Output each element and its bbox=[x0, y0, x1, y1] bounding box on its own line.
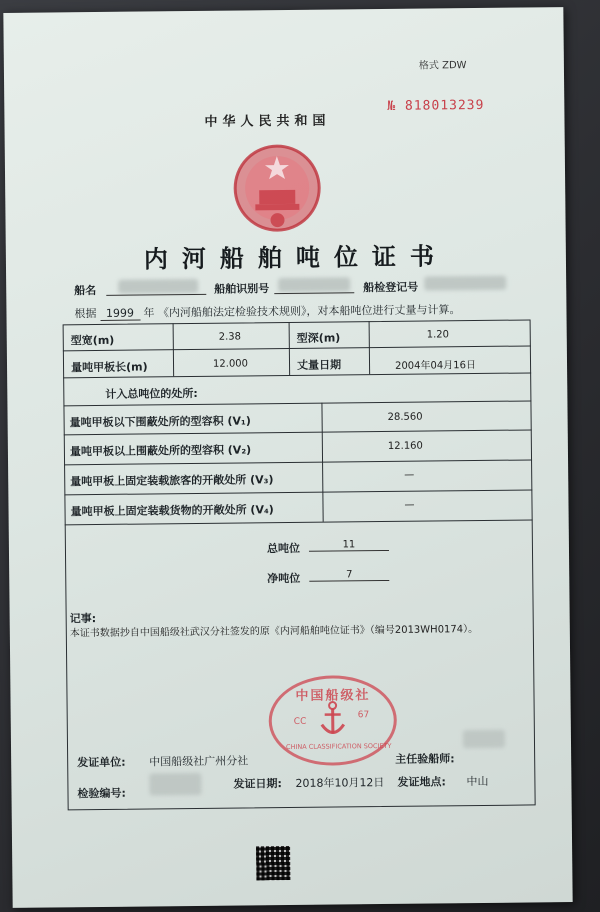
basis-regulation: 《内河船舶法定检验技术规则》 bbox=[157, 304, 307, 320]
stamp-right-code: 67 bbox=[357, 710, 370, 721]
remarks-text: 本证书数据抄自中国船级社武汉分社签发的原《内河船舶吨位证书》（编号2013WH0174）。 bbox=[69, 624, 479, 640]
ship-reg-redacted bbox=[424, 276, 506, 291]
depth-label: 型深(m) bbox=[296, 331, 341, 345]
issuer-value: 中国船级社广州分社 bbox=[149, 754, 249, 769]
space-row-value: 28.560 bbox=[387, 411, 423, 423]
space-row-value: — bbox=[404, 469, 415, 481]
format-code: 格式 ZDW bbox=[418, 60, 467, 72]
stamp-bottom-text: CHINA CLASSIFICATION SOCIETY bbox=[285, 741, 392, 752]
ship-name-redacted bbox=[118, 279, 198, 294]
inspection-no-redacted bbox=[149, 773, 201, 796]
issue-date-label: 发证日期: bbox=[233, 777, 282, 791]
issue-date-value: 2018年10月12日 bbox=[295, 776, 385, 790]
gross-tonnage-label: 总吨位 bbox=[266, 541, 301, 556]
inspector-label: 主任验船师: bbox=[395, 752, 455, 766]
remarks-label: 记事: bbox=[69, 612, 97, 626]
space-row-label: 量吨甲板以下围蔽处所的型容积 (V₁) bbox=[69, 414, 251, 430]
width-label: 型宽(m) bbox=[70, 333, 115, 348]
ship-name-underline bbox=[106, 294, 206, 296]
space-row-value: — bbox=[404, 499, 415, 511]
depth-value: 1.20 bbox=[426, 329, 450, 341]
basis-year: 1999 bbox=[100, 307, 140, 321]
anchor-icon bbox=[320, 700, 346, 742]
ship-reg-label: 船检登记号 bbox=[363, 280, 419, 295]
inspection-no-label: 检验编号: bbox=[77, 786, 126, 801]
space-row-label: 量吨甲板上固定装载货物的开敞处所 (V₄) bbox=[70, 503, 274, 519]
issue-place-label: 发证地点: bbox=[397, 775, 446, 789]
stamp-left-code: CC bbox=[293, 716, 307, 727]
basis-prefix: 根据 bbox=[74, 306, 97, 321]
certificate-paper bbox=[3, 7, 572, 908]
stamp-top-text: 中国船级社 bbox=[295, 688, 371, 704]
length-value: 12.000 bbox=[212, 358, 249, 370]
net-tonnage-value: 7 bbox=[309, 569, 389, 582]
space-row-label: 量吨甲板以上围蔽处所的型容积 (V₂) bbox=[69, 443, 252, 459]
gross-tonnage-value: 11 bbox=[309, 539, 389, 552]
inspector-signature-redacted bbox=[463, 730, 505, 748]
spaces-heading: 计入总吨位的处所: bbox=[105, 386, 198, 401]
qr-code-icon bbox=[256, 846, 290, 880]
space-row-label: 量吨甲板上固定装载旅客的开敞处所 (V₃) bbox=[70, 473, 274, 489]
certificate-title: 内河船舶吨位证书 bbox=[143, 241, 449, 274]
measure-date-label: 丈量日期 bbox=[296, 358, 342, 372]
measure-date-value: 2004年04月16日 bbox=[394, 360, 477, 372]
width-value: 2.38 bbox=[218, 331, 242, 343]
ship-name-label: 船名 bbox=[74, 283, 97, 298]
net-tonnage-label: 净吨位 bbox=[267, 571, 301, 586]
space-row-value: 12.160 bbox=[387, 440, 423, 452]
basis-line bbox=[74, 301, 460, 321]
length-label: 量吨甲板长(m) bbox=[70, 360, 148, 375]
ship-id-redacted bbox=[278, 277, 350, 292]
ship-id-label: 船舶识别号 bbox=[214, 282, 270, 296]
basis-year-unit: 年 bbox=[143, 306, 155, 320]
issue-place-value: 中山 bbox=[466, 774, 489, 789]
national-emblem-icon bbox=[227, 138, 328, 239]
serial-number: № 818013239 bbox=[387, 97, 485, 114]
country-name: 中华人民共和国 bbox=[204, 113, 331, 130]
ship-id-underline bbox=[274, 292, 354, 294]
basis-suffix: ，对本船吨位进行丈量与计算。 bbox=[306, 303, 461, 318]
issuer-label: 发证单位: bbox=[77, 755, 126, 770]
